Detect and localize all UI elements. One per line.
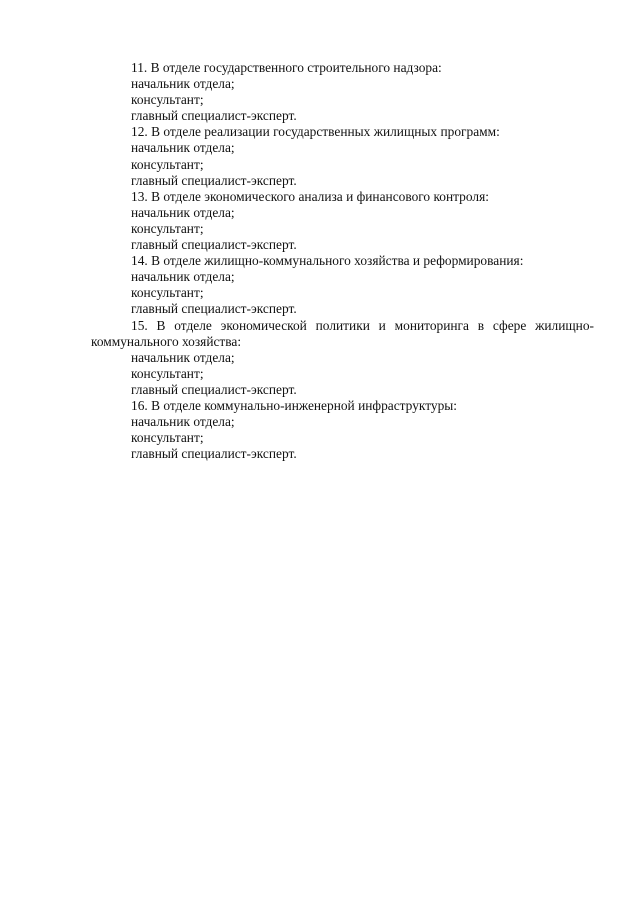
section-11 — [91, 60, 594, 124]
position-item: консультант; — [131, 365, 204, 381]
position-item: начальник отдела; — [131, 140, 235, 156]
position-item: главный специалист-эксперт. — [131, 381, 297, 397]
section-heading: 12. В отделе реализации государственных жилищных программ: — [131, 124, 500, 140]
section-15 — [91, 318, 594, 398]
position-item: главный специалист-эксперт. — [131, 237, 297, 253]
position-item: консультант; — [131, 285, 204, 301]
section-14 — [91, 253, 594, 317]
position-item: главный специалист-эксперт. — [131, 172, 297, 188]
position-item: начальник отдела; — [131, 349, 235, 365]
section-16 — [91, 398, 594, 462]
section-heading: 15. В отделе экономической политики и мониторинга в сфере жилищно-коммунального хозяйства: — [91, 317, 594, 349]
position-item: консультант; — [131, 156, 204, 172]
position-item: консультант; — [131, 430, 204, 446]
position-item: начальник отдела; — [131, 269, 235, 285]
section-heading: 11. В отделе государственного строительного надзора: — [131, 60, 442, 75]
section-heading: 16. В отделе коммунально-инженерной инфраструктуры: — [131, 397, 457, 413]
section-13 — [91, 189, 594, 253]
section-12 — [91, 124, 594, 188]
position-item: главный специалист-эксперт. — [131, 108, 297, 124]
document-body — [91, 60, 594, 462]
position-item: консультант; — [131, 220, 204, 236]
position-item: консультант; — [131, 92, 204, 108]
section-heading: 14. В отделе жилищно-коммунального хозяйства и реформирования: — [131, 253, 524, 269]
position-item: начальник отдела; — [131, 204, 235, 220]
position-item: начальник отдела; — [131, 76, 235, 92]
position-item: главный специалист-эксперт. — [131, 301, 297, 317]
section-heading: 13. В отделе экономического анализа и финансового контроля: — [131, 188, 489, 204]
position-item: начальник отдела; — [131, 414, 235, 430]
position-item: главный специалист-эксперт. — [131, 446, 297, 462]
